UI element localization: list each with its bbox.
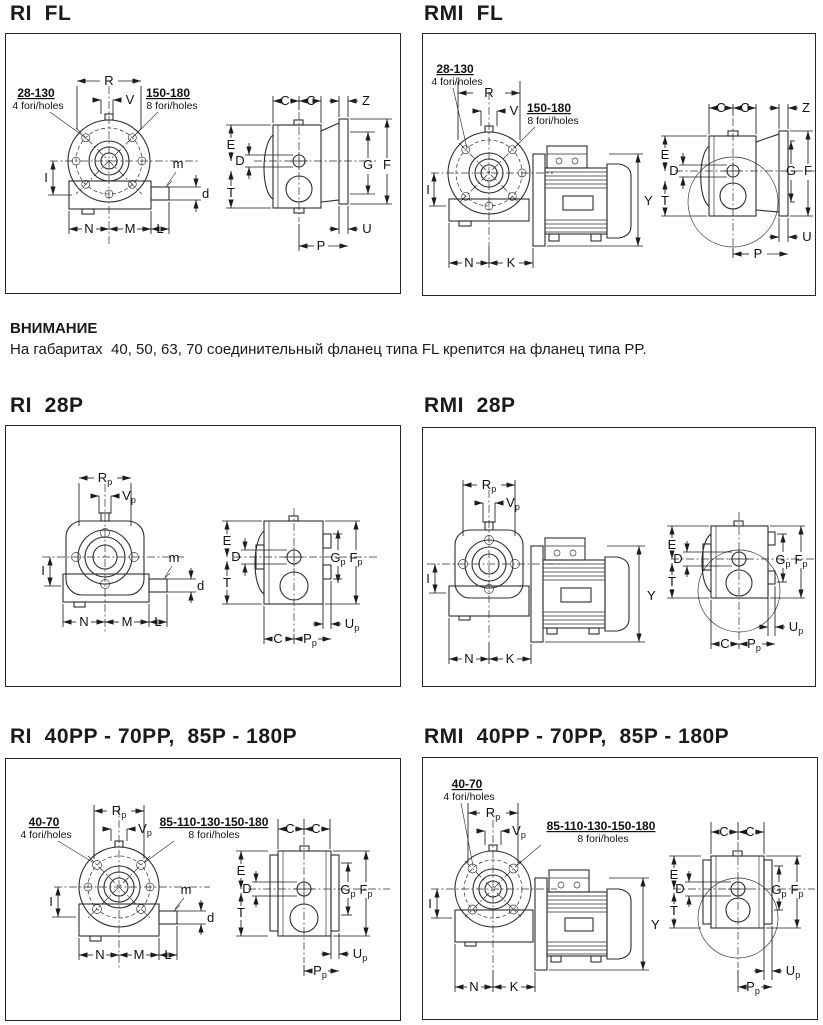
drawing-ri-40pp — [6, 759, 400, 1020]
dim-label-c2: C — [745, 824, 755, 839]
dim-label-dd: D — [235, 153, 245, 168]
dim-label-fp: $F_p$ — [790, 882, 804, 899]
dim-label-r: R — [484, 85, 494, 100]
dim-label-rp: $R_p$ — [485, 805, 501, 822]
dim-label-vp: $V_p$ — [506, 495, 520, 512]
panel-title-rmi-28p: RMI 28P — [424, 394, 516, 417]
drawing-ri-28p — [6, 426, 400, 686]
dim-label-dd: D — [675, 881, 685, 896]
panel-title-ri-40pp: RI 40PP - 70PP, 85P - 180P — [10, 725, 298, 748]
front-view — [12, 73, 209, 246]
front-view — [426, 62, 579, 270]
callout-range: 150-180 — [145, 86, 191, 100]
panel-title-rmi-fl: RMI FL — [424, 2, 504, 25]
panel-title-ri-fl: RI FL — [10, 2, 72, 25]
dim-label-i: I — [41, 563, 45, 578]
dim-label-i: I — [428, 896, 432, 911]
dim-label-pp: $P_p$ — [303, 631, 317, 648]
panel-rmi-28p — [422, 427, 816, 687]
dim-label-u: U — [802, 229, 812, 244]
dim-label-gp: $G_p$ — [775, 552, 791, 569]
dim-label-i: I — [426, 182, 430, 197]
dim-label-fp: $F_p$ — [349, 550, 363, 567]
dim-label-c1: C — [280, 93, 290, 108]
panel-title-rmi-40pp: RMI 40PP - 70PP, 85P - 180P — [424, 725, 730, 748]
dim-label-v: V — [125, 92, 135, 107]
dim-label-c1: C — [285, 821, 295, 836]
dim-label-fp: $F_p$ — [794, 552, 808, 569]
dim-label-n: N — [464, 651, 474, 666]
dim-label-pp: $P_p$ — [747, 636, 761, 653]
motor — [535, 870, 660, 970]
dim-label-up: $U_p$ — [785, 963, 801, 980]
side-view — [669, 822, 815, 996]
callout-holes: 4 fori/holes — [431, 76, 483, 88]
dim-label-t: T — [223, 575, 231, 590]
dim-label-c1: C — [719, 824, 729, 839]
dim-label-n: N — [79, 614, 89, 629]
dim-label-c2: C — [740, 100, 750, 115]
dim-label-dd: D — [669, 163, 679, 178]
front-view — [41, 470, 204, 634]
front-view — [20, 803, 268, 969]
dim-label-vp: $V_p$ — [138, 821, 152, 838]
callout-range: 40-70 — [451, 777, 483, 791]
dim-label-m2: M — [121, 614, 133, 629]
dim-label-m: m — [168, 550, 180, 565]
dim-label-l: L — [164, 947, 172, 962]
dim-label-k: K — [509, 979, 519, 994]
dim-label-n: N — [464, 255, 474, 270]
dim-label-u: U — [362, 221, 372, 236]
drawing-ri-fl — [6, 34, 400, 293]
panel-ri-fl — [5, 33, 401, 294]
callout-holes: 4 fori/holes — [12, 100, 64, 112]
dim-label-g: G — [362, 157, 374, 172]
dim-label-r: R — [104, 73, 114, 88]
dim-label-n: N — [84, 221, 94, 236]
dim-label-l: L — [156, 221, 164, 236]
callout-holes: 8 fori/holes — [577, 833, 629, 845]
dim-label-d: d — [207, 910, 215, 925]
dim-label-t: T — [668, 574, 676, 589]
panel-title-ri-28p: RI 28P — [10, 394, 84, 417]
dim-label-f: F — [804, 163, 812, 178]
dim-label-e: E — [667, 537, 677, 552]
dim-label-c1: C — [716, 100, 726, 115]
dim-label-e: E — [226, 137, 236, 152]
dim-label-m: m — [172, 156, 184, 171]
dim-label-pp: $P_p$ — [313, 963, 327, 980]
notice-body: На габаритах 40, 50, 63, 70 соединительный фланец типа FL крепится на фланец типа PP. — [10, 341, 647, 358]
dim-label-z: Z — [362, 93, 370, 108]
callout-range: 150-180 — [526, 101, 572, 115]
dim-label-gp: $G_p$ — [330, 550, 346, 567]
dim-label-y: Y — [651, 917, 660, 932]
dim-label-e: E — [669, 867, 679, 882]
dim-label-n: N — [95, 947, 105, 962]
dim-label-rp: $R_p$ — [481, 477, 497, 494]
dim-label-l: L — [154, 614, 162, 629]
dim-label-z: Z — [802, 100, 810, 115]
dim-label-dd: D — [242, 881, 252, 896]
callout-range: 28-130 — [17, 86, 55, 100]
panel-ri-40pp — [5, 758, 401, 1021]
side-view — [667, 512, 815, 653]
notice — [10, 320, 647, 358]
motor — [533, 146, 653, 246]
dim-label-k: K — [505, 651, 515, 666]
dim-label-up: $U_p$ — [344, 616, 360, 633]
dim-label-t: T — [227, 185, 235, 200]
dim-label-i: I — [426, 571, 430, 586]
callout-range: 85-110-130-150-180 — [159, 815, 269, 829]
dim-label-v: V — [509, 103, 519, 118]
panel-rmi-fl — [422, 33, 816, 296]
dim-label-rp: $R_p$ — [111, 803, 127, 820]
dim-label-c: C — [720, 636, 730, 651]
notice-title: ВНИМАНИЕ — [10, 320, 98, 337]
dim-label-e: E — [660, 147, 670, 162]
dim-label-d: d — [197, 578, 205, 593]
side-view — [222, 508, 378, 648]
dim-label-g: G — [785, 163, 797, 178]
side-view — [236, 819, 390, 980]
dim-label-y: Y — [644, 193, 653, 208]
callout-holes: 8 fori/holes — [527, 115, 579, 127]
dim-label-c: C — [273, 631, 283, 646]
dim-label-t: T — [670, 903, 678, 918]
dim-label-up: $U_p$ — [788, 619, 804, 636]
dim-label-up: $U_p$ — [352, 946, 368, 963]
callout-holes: 4 fori/holes — [20, 829, 72, 841]
side-view — [661, 100, 815, 261]
dim-label-y: Y — [647, 588, 656, 603]
dim-label-fp: $F_p$ — [359, 882, 373, 899]
panel-rmi-40pp — [422, 757, 818, 1020]
dim-label-dd: D — [231, 549, 241, 564]
dim-label-e: E — [222, 533, 232, 548]
dim-label-m2: M — [133, 947, 145, 962]
front-view — [428, 777, 656, 994]
drawing-rmi-40pp — [423, 758, 817, 1019]
callout-range: 28-130 — [436, 62, 474, 76]
drawing-rmi-28p — [423, 428, 815, 686]
dim-label-t: T — [661, 193, 669, 208]
callout-holes: 8 fori/holes — [146, 100, 198, 112]
callout-holes: 8 fori/holes — [188, 829, 240, 841]
dim-label-k: K — [506, 255, 516, 270]
motor — [531, 538, 656, 642]
callout-holes: 4 fori/holes — [443, 791, 495, 803]
dim-label-m: m — [180, 882, 192, 897]
dim-label-p: P — [316, 238, 326, 253]
callout-range: 85-110-130-150-180 — [546, 819, 656, 833]
dim-label-c2: C — [306, 93, 316, 108]
dim-label-pp: $P_p$ — [746, 979, 760, 996]
dim-label-m2: M — [124, 221, 136, 236]
dim-label-d: d — [202, 186, 210, 201]
dim-label-i: I — [49, 894, 53, 909]
dim-label-p: P — [753, 246, 763, 261]
dim-label-dd: D — [673, 551, 683, 566]
dim-label-gp: $G_p$ — [340, 882, 356, 899]
side-view — [226, 93, 392, 253]
dim-label-rp: $R_p$ — [97, 470, 113, 487]
dim-label-c2: C — [311, 821, 321, 836]
dim-label-e: E — [236, 863, 246, 878]
dim-label-f: F — [383, 157, 391, 172]
callout-range: 40-70 — [28, 815, 60, 829]
dim-label-vp: $V_p$ — [122, 488, 136, 505]
drawing-rmi-fl — [423, 34, 815, 295]
panel-ri-28p — [5, 425, 401, 687]
dim-label-i: I — [44, 170, 48, 185]
dim-label-n: N — [469, 979, 479, 994]
dim-label-gp: $G_p$ — [771, 882, 787, 899]
dim-label-vp: $V_p$ — [512, 823, 526, 840]
dim-label-t: T — [237, 905, 245, 920]
